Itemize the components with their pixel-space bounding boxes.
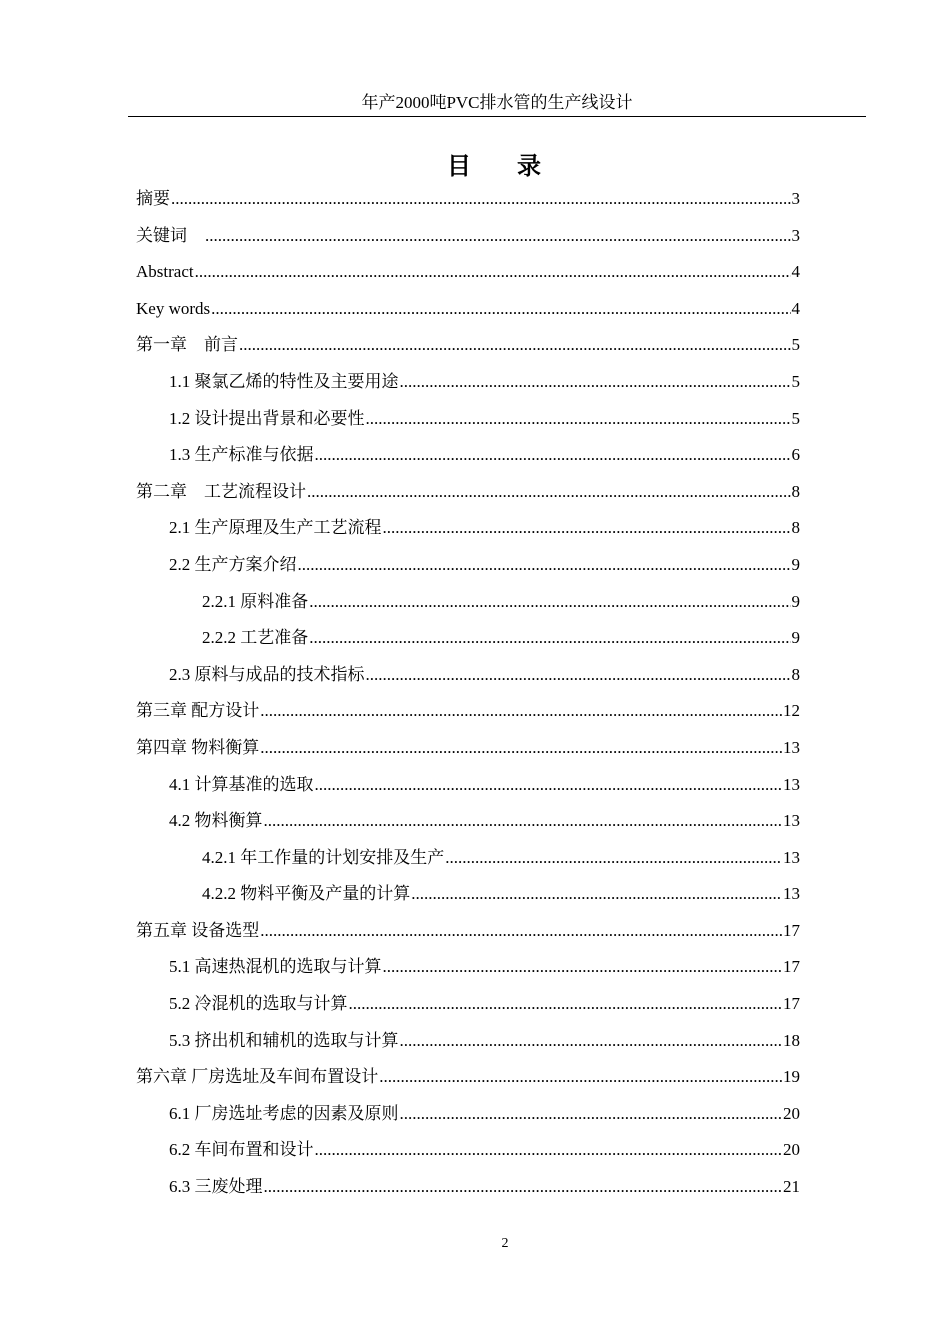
toc-entry-label: 2.2 生产方案介绍 — [169, 554, 297, 574]
toc-entry-label: 2.2.1 原料准备 — [202, 591, 309, 611]
toc-entry[interactable] — [136, 401, 800, 438]
toc-entry[interactable] — [136, 254, 800, 291]
toc-entry[interactable] — [136, 1023, 800, 1060]
toc-dot-leader — [211, 291, 790, 328]
toc-dot-leader — [315, 1132, 783, 1169]
toc-entry[interactable] — [136, 1059, 800, 1096]
toc-dot-leader — [264, 803, 783, 840]
toc-entry-page: 6 — [791, 445, 800, 465]
toc-entry-page: 13 — [783, 884, 800, 904]
toc-entry-page: 8 — [791, 518, 800, 538]
toc-entry[interactable] — [136, 620, 800, 657]
toc-entry-page: 12 — [783, 701, 800, 721]
toc-entry-label: 摘要 — [136, 189, 170, 208]
toc-entry-page: 9 — [791, 554, 800, 574]
toc-entry-label: 第六章 厂房选址及车间布置设计 — [136, 1067, 379, 1087]
toc-entry-label: Key words — [136, 298, 211, 318]
toc-title-char-2: 录 — [517, 152, 543, 180]
toc-dot-leader — [445, 840, 782, 877]
toc-entry-label: 1.1 聚氯乙烯的特性及主要用途 — [169, 371, 399, 391]
toc-entry-page: 13 — [783, 774, 800, 794]
toc-entry[interactable] — [136, 181, 800, 218]
toc-dot-leader — [366, 657, 791, 694]
toc-entry-page: 5 — [791, 335, 800, 355]
toc-entry-page: 3 — [791, 225, 800, 245]
toc-entry[interactable] — [136, 803, 800, 840]
toc-dot-leader — [307, 474, 791, 511]
toc-entry-label: 6.3 三废处理 — [169, 1177, 263, 1197]
toc-entry[interactable] — [136, 840, 800, 877]
toc-entry-label: 6.1 厂房选址考虑的因素及原则 — [169, 1103, 399, 1123]
table-of-contents — [136, 181, 800, 1206]
toc-entry[interactable] — [136, 1096, 800, 1133]
toc-title-char-1: 目 — [447, 152, 473, 180]
toc-entry-label: 关键词 — [136, 225, 204, 245]
toc-entry[interactable] — [136, 986, 800, 1023]
toc-entry-label: 5.1 高速热混机的选取与计算 — [169, 957, 382, 977]
toc-entry[interactable] — [136, 767, 800, 804]
toc-entry-page: 19 — [783, 1067, 800, 1087]
toc-entry-label: 第二章 工艺流程设计 — [136, 481, 306, 501]
toc-entry-label: 4.2 物料衡算 — [169, 811, 263, 831]
toc-dot-leader — [309, 584, 790, 621]
toc-entry-label: 5.3 挤出机和辅机的选取与计算 — [169, 1030, 399, 1050]
toc-entry-page: 3 — [791, 189, 800, 208]
toc-entry-page: 13 — [783, 811, 800, 831]
toc-entry[interactable] — [136, 327, 800, 364]
toc-entry[interactable] — [136, 474, 800, 511]
page-number: 2 — [501, 1236, 509, 1251]
toc-dot-leader — [315, 437, 791, 474]
toc-dot-leader — [205, 218, 791, 255]
toc-dot-leader — [260, 693, 782, 730]
toc-entry-page: 17 — [783, 957, 800, 977]
toc-entry-page: 4 — [791, 262, 800, 282]
toc-entry-page: 5 — [791, 371, 800, 391]
toc-dot-leader — [309, 620, 790, 657]
toc-dot-leader — [383, 510, 791, 547]
toc-entry[interactable] — [136, 510, 800, 547]
toc-entry-label: 第五章 设备选型 — [136, 920, 260, 940]
toc-dot-leader — [195, 254, 791, 291]
toc-entry[interactable] — [136, 437, 800, 474]
toc-entry-label: Abstract — [136, 262, 194, 282]
toc-dot-leader — [411, 876, 782, 913]
toc-dot-leader — [400, 364, 791, 401]
toc-dot-leader — [349, 986, 783, 1023]
toc-entry[interactable] — [136, 913, 800, 950]
toc-entry[interactable] — [136, 291, 800, 328]
toc-entry[interactable] — [136, 1132, 800, 1169]
toc-entry[interactable] — [136, 657, 800, 694]
toc-dot-leader — [400, 1023, 783, 1060]
toc-entry[interactable] — [136, 876, 800, 913]
toc-dot-leader — [264, 1169, 783, 1206]
toc-dot-leader — [400, 1096, 783, 1133]
toc-entry-page: 20 — [783, 1140, 800, 1160]
toc-entry-page: 20 — [783, 1103, 800, 1123]
toc-entry-label: 4.2.1 年工作量的计划安排及生产 — [202, 847, 445, 867]
toc-entry[interactable] — [136, 949, 800, 986]
toc-entry-label: 6.2 车间布置和设计 — [169, 1140, 314, 1160]
toc-dot-leader — [383, 949, 783, 986]
toc-entry-label: 第三章 配方设计 — [136, 701, 260, 721]
toc-dot-leader — [239, 327, 791, 364]
toc-entry-page: 5 — [791, 408, 800, 428]
toc-dot-leader — [315, 767, 783, 804]
toc-entry-page: 17 — [783, 994, 800, 1014]
toc-entry[interactable] — [136, 693, 800, 730]
toc-entry-page: 9 — [791, 591, 800, 611]
toc-entry-label: 1.3 生产标准与依据 — [169, 445, 314, 465]
toc-dot-leader — [171, 181, 791, 218]
toc-entry-page: 8 — [791, 481, 800, 501]
toc-entry-label: 1.2 设计提出背景和必要性 — [169, 408, 365, 428]
page-header — [128, 92, 866, 117]
toc-dot-leader — [379, 1059, 782, 1096]
toc-entry[interactable] — [136, 584, 800, 621]
toc-dot-leader — [260, 730, 782, 767]
toc-entry-page: 13 — [783, 847, 800, 867]
toc-entry[interactable] — [136, 730, 800, 767]
toc-entry-label: 第四章 物料衡算 — [136, 737, 260, 757]
toc-entry-label: 第一章 前言 — [136, 335, 238, 355]
toc-entry-page: 8 — [791, 664, 800, 684]
toc-entry[interactable] — [136, 547, 800, 584]
toc-entry-page: 17 — [783, 920, 800, 940]
toc-entry[interactable] — [136, 1169, 800, 1206]
header-title: 年产2000吨PVC排水管的生产线设计 — [361, 93, 633, 112]
toc-entry[interactable] — [136, 364, 800, 401]
toc-entry-label: 4.2.2 物料平衡及产量的计算 — [202, 884, 411, 904]
toc-title — [0, 146, 950, 181]
toc-entry-page: 4 — [791, 298, 800, 318]
toc-entry[interactable] — [136, 218, 800, 255]
toc-entry-label: 2.2.2 工艺准备 — [202, 628, 309, 648]
toc-entry-label: 4.1 计算基准的选取 — [169, 774, 314, 794]
toc-entry-label: 2.1 生产原理及生产工艺流程 — [169, 518, 382, 538]
toc-entry-page: 21 — [783, 1177, 800, 1197]
toc-dot-leader — [260, 913, 782, 950]
toc-entry-label: 5.2 冷混机的选取与计算 — [169, 994, 348, 1014]
toc-entry-label: 2.3 原料与成品的技术指标 — [169, 664, 365, 684]
toc-dot-leader — [366, 401, 791, 438]
toc-entry-page: 13 — [783, 737, 800, 757]
toc-dot-leader — [298, 547, 791, 584]
toc-entry-page: 9 — [791, 628, 800, 648]
toc-entry-page: 18 — [783, 1030, 800, 1050]
